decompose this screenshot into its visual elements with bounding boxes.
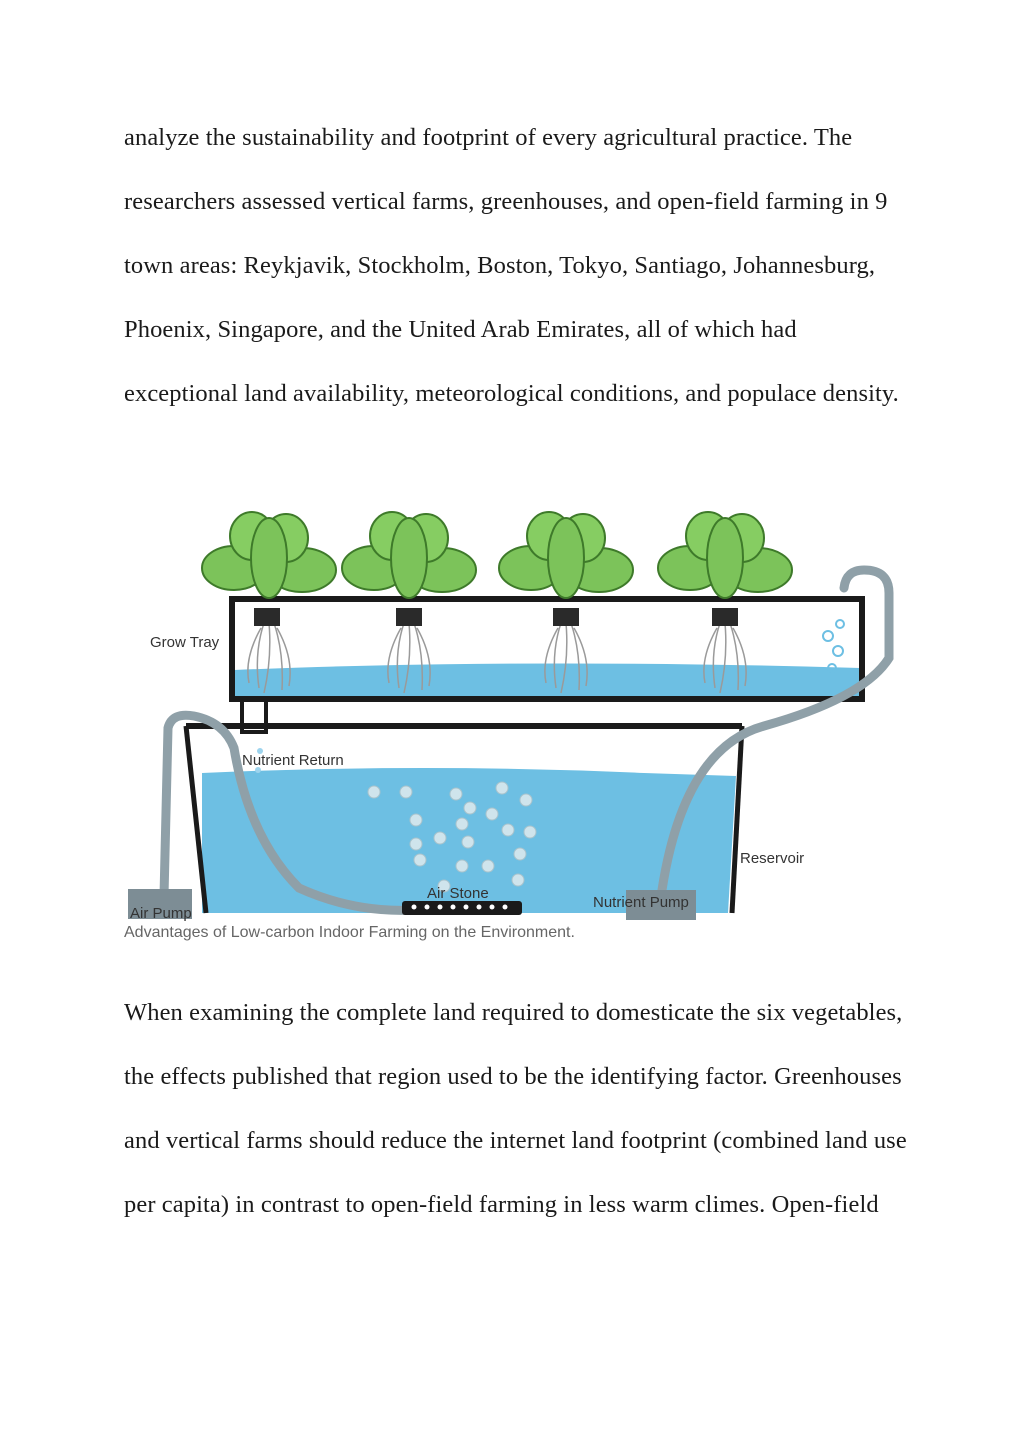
grow-tray-water <box>234 663 860 698</box>
label-air-stone: Air Stone <box>427 885 489 902</box>
hydroponics-diagram <box>124 508 906 922</box>
figure-caption: Advantages of Low-carbon Indoor Farming on the Environment. <box>124 924 575 941</box>
reservoir-right-wall <box>732 726 742 913</box>
label-nutrient-return: Nutrient Return <box>242 752 344 769</box>
plant-1 <box>202 512 336 693</box>
label-nutrient-pump: Nutrient Pump <box>593 894 689 911</box>
body-paragraph-2: When examining the complete land required to domesticate the six vegetables, the effects published that region used to be the identifying factor. Greenhouses and vertical farms should reduce the internet land footprint (combined land use per capita) in contrast to open-field farming in less warm climes. Open-field <box>124 999 907 1218</box>
label-air-pump: Air Pump <box>130 905 192 922</box>
label-reservoir: Reservoir <box>740 850 805 867</box>
body-paragraph-1: analyze the sustainability and footprint of every agricultural practice. The researchers assessed vertical farms, greenhouses, and open-field farming in 9 town areas: Reykjavik, Stockholm, Boston, Tokyo, Santiago, Johannesburg, Phoenix, Singapore, and the United Arab Emirates, all of which had exceptional land availability, meteorological conditions, and populace density. <box>124 124 899 407</box>
label-grow-tray: Grow Tray <box>150 634 220 651</box>
